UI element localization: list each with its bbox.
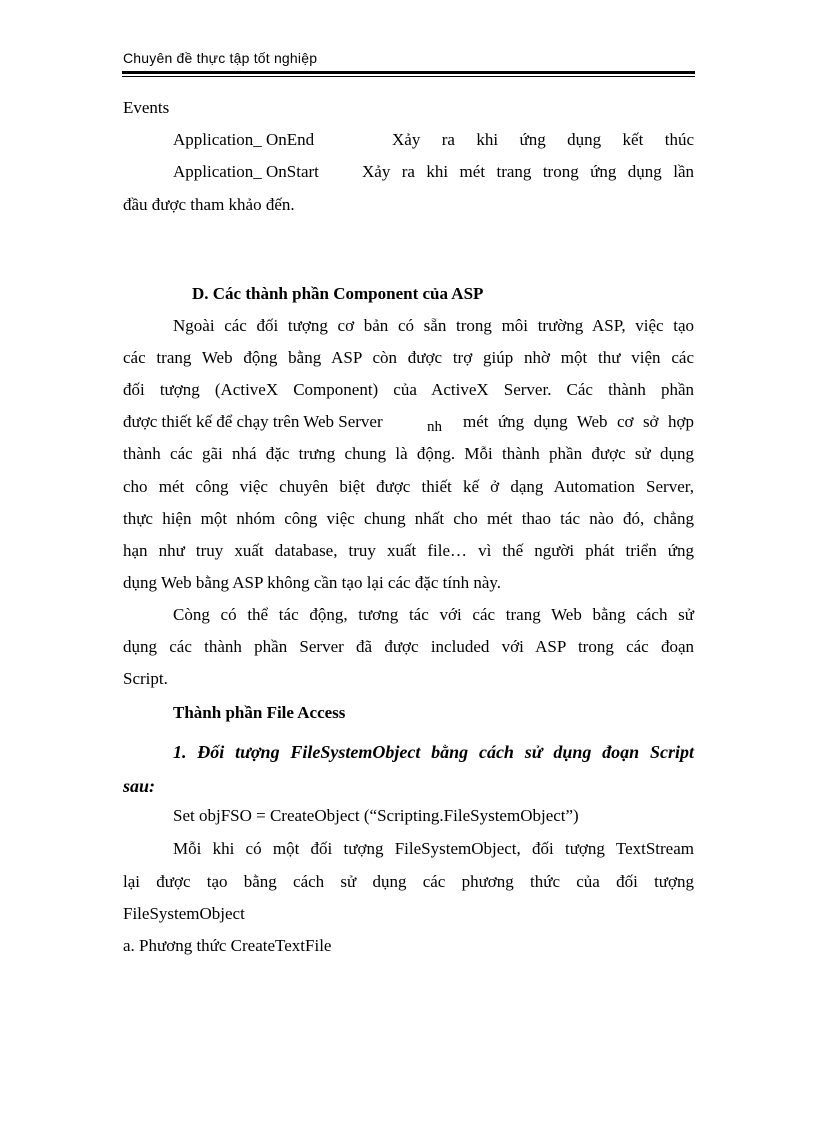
para2-line-2: dụng các thành phần Server đã được included với ASP trong các đoạn <box>123 637 694 656</box>
para1-line-2: các trang Web động bằng ASP còn được trợ giúp nhờ một thư viện các <box>123 348 694 367</box>
header-rule-thin <box>122 76 695 77</box>
file-access-heading: Thành phần File Access <box>173 703 346 722</box>
section-d-title: D. Các thành phần Component của ASP <box>192 284 484 303</box>
fa-para-line-1: Mỗi khi có một đối tượng FileSystemObject, đối tượng TextStream <box>173 839 694 858</box>
events-heading: Events <box>123 98 170 117</box>
page-header: Chuyên đề thực tập tốt nghiệp <box>123 50 318 66</box>
para1-line-7: thực hiện một nhóm công việc chung nhất cho mét thao tác nào đó, chẳng <box>123 509 694 528</box>
event-desc-onend: Xảy ra khi ứng dụng kết thúc <box>392 130 694 149</box>
event-name-onstart: Application_ OnStart <box>173 162 319 181</box>
event-name-onend: Application_ OnEnd <box>173 130 315 149</box>
event-desc-continuation: đầu được tham khảo đến. <box>123 195 295 214</box>
para1-subscript-wrap <box>427 412 442 433</box>
event-desc-onstart: Xảy ra khi mét trang trong ứng dụng lần <box>362 162 694 181</box>
para1-line-8: hạn như truy xuất database, truy xuất file… vì thế người phát triển ứng <box>123 541 694 560</box>
file-access-subheading-line-2: sau: <box>123 776 156 796</box>
para1-line-6: cho mét công việc chuyên biệt được thiết kế ở dạng Automation Server, <box>123 477 694 496</box>
para1-line-9: dụng Web bằng ASP không cần tạo lại các đặc tính này. <box>123 573 502 592</box>
para1-line-4b: mét ứng dụng Web cơ sở hợp <box>463 412 694 431</box>
para2-line-1: Còng có thể tác động, tương tác với các trang Web bằng cách sử <box>173 605 694 624</box>
fa-para-line-2: lại được tạo bằng cách sử dụng các phương thức của đối tượng <box>123 872 694 891</box>
para1-line-1: Ngoài các đối tượng cơ bản có sẵn trong môi trường ASP, việc tạo <box>173 316 694 335</box>
para1-subscript: nh <box>427 419 442 435</box>
para2-line-3: Script. <box>123 669 168 688</box>
code-line: Set objFSO = CreateObject (“Scripting.FileSystemObject”) <box>173 806 579 825</box>
method-heading: a. Phương thức CreateTextFile <box>123 936 332 955</box>
para1-line-5: thành các gãi nhá đặc trưng chung là động. Mỗi thành phần được sử dụng <box>123 444 694 463</box>
para1-line-3: đối tượng (ActiveX Component) của ActiveX Server. Các thành phần <box>123 380 694 399</box>
header-rule-thick <box>122 71 695 74</box>
para1-line-4a: được thiết kế để chạy trên Web Server <box>123 412 383 431</box>
file-access-subheading-line-1: 1. Đối tượng FileSystemObject bằng cách sử dụng đoạn Script <box>173 742 694 762</box>
fa-para-line-3: FileSystemObject <box>123 904 245 923</box>
